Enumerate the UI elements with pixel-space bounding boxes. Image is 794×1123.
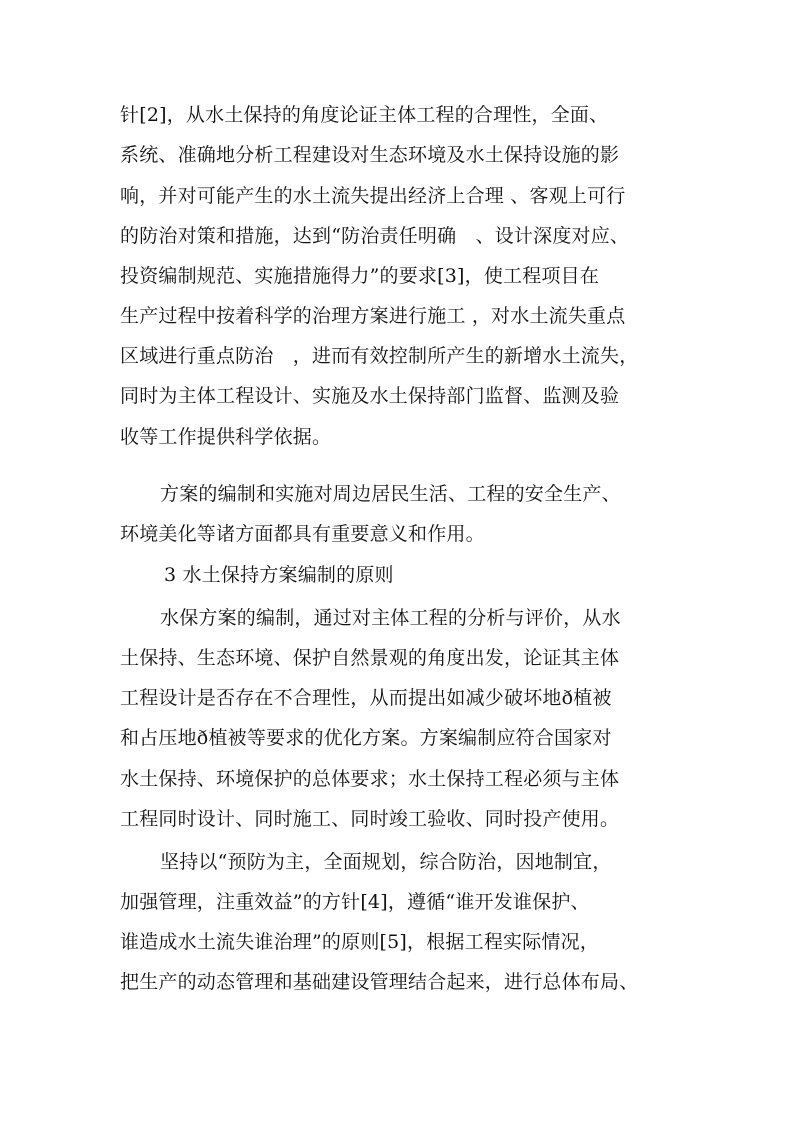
paragraph-4-line-3: 谁造成水土流失谁治理”的原则[5]，根据工程实际情况，	[120, 931, 600, 953]
paragraph-3-line-2: 土保持、生态环境、保护自然景观的角度出发，论证其主体	[120, 647, 620, 669]
paragraph-2-line-1: 方案的编制和实施对周边居民生活、工程的安全生产、	[160, 483, 621, 505]
paragraph-line-6: 生产过程中按着科学的治理方案进行施工 ，对水土流失重点	[120, 305, 626, 327]
section-heading: 3 水土保持方案编制的原则	[164, 564, 394, 586]
paragraph-3-line-5: 水土保持、环境保护的总体要求；水土保持工程必须与主体	[120, 768, 620, 790]
paragraph-4-line-2: 加强管理，注重效益”的方针[4]，遵循“谁开发谁保护、	[120, 891, 590, 913]
paragraph-4-line-4: 把生产的动态管理和基础建设管理结合起来，进行总体布局、	[120, 971, 639, 993]
paragraph-line-9: 收等工作提供科学依据。	[120, 426, 332, 448]
paragraph-4-line-1: 坚持以“预防为主，全面规划，综合防治，因地制宜，	[160, 851, 612, 873]
paragraph-2-line-2: 环境美化等诸方面都具有重要意义和作用。	[120, 523, 485, 545]
paragraph-3-line-1: 水保方案的编制，通过对主体工程的分析与评价，从水	[160, 607, 621, 629]
paragraph-3-line-6: 工程同时设计、同时施工、同时竣工验收、同时投产使用。	[120, 808, 620, 830]
paragraph-line-3: 响，并对可能产生的水土流失提出经济上合理 、客观上可行	[120, 185, 626, 207]
paragraph-line-1: 针[2]，从水土保持的角度论证主体工程的合理性，全面、	[120, 104, 609, 126]
paragraph-3-line-3: 工程设计是否存在不合理性，从而提出如减少破坏地ð植被	[120, 687, 612, 709]
paragraph-line-5: 投资编制规范、实施措施得力”的要求[3]，使工程项目在	[120, 265, 600, 287]
paragraph-3-line-4: 和占压地ð植被等要求的优化方案。方案编制应符合国家对	[120, 727, 612, 749]
paragraph-line-7: 区域进行重点防治 ，进而有效控制所产生的新增水土流失，	[120, 345, 639, 367]
paragraph-line-8: 同时为主体工程设计、实施及水土保持部门监督、监测及验	[120, 385, 620, 407]
paragraph-line-2: 系统、准确地分析工程建设对生态环境及水土保持设施的影	[120, 144, 620, 166]
paragraph-line-4: 的防治对策和措施，达到“防治责任明确 、设计深度对应、	[120, 225, 630, 247]
